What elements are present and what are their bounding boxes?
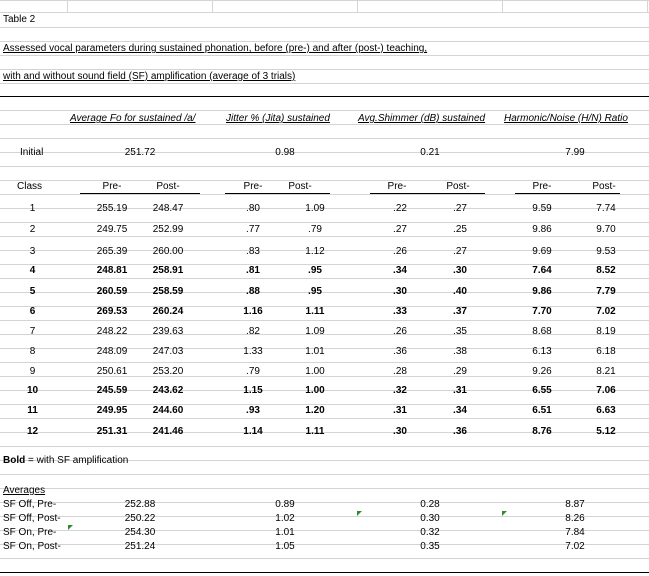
cell-fo-pre: 248.81	[96, 265, 128, 276]
subheader-underline	[225, 193, 330, 194]
cell-fo-post: 244.60	[152, 405, 184, 416]
cell-fo-pre: 249.75	[96, 224, 128, 235]
row-class-number: 10	[26, 385, 39, 396]
gridline-row	[0, 194, 649, 195]
cell-h-pre: 9.69	[532, 246, 552, 257]
gridline-column	[67, 0, 68, 12]
cell-j-pre: 1.14	[243, 426, 263, 437]
gridline-row	[0, 558, 649, 559]
gridline-row	[0, 69, 649, 70]
initial-label: Initial	[20, 147, 44, 158]
cell-h-post: 8.19	[596, 326, 616, 337]
cell-j-pre: .82	[246, 326, 260, 337]
initial-fo: 251.72	[124, 147, 156, 158]
header-shimmer: Avg.Shimmer (dB) sustained	[358, 113, 486, 124]
cell-fo-post: 241.46	[152, 426, 184, 437]
average-shimmer: 0.35	[420, 541, 440, 552]
row-class-number: 11	[27, 405, 38, 416]
cell-s-post: .27	[453, 246, 467, 257]
bold-note-keyword: Bold	[3, 455, 26, 466]
gridline-row	[0, 488, 649, 489]
initial-shimmer: 0.21	[420, 147, 440, 158]
cell-h-pre: 6.55	[532, 385, 552, 396]
subheader-jitter-post: Post-	[288, 181, 312, 192]
subheader-shimmer-pre: Pre-	[387, 181, 407, 192]
subheader-jitter-pre: Pre-	[243, 181, 263, 192]
header-average-fo: Average Fo for sustained /a/	[70, 113, 196, 124]
gridline-row	[0, 0, 649, 1]
average-fo: 252.88	[124, 499, 156, 510]
cell-s-post: .27	[453, 203, 467, 214]
cell-s-pre: .34	[393, 265, 407, 276]
caption-line-1: Assessed vocal parameters during sustained phonation, before (pre-) and after (post-) teaching,	[3, 43, 428, 54]
cell-h-pre: 7.70	[532, 306, 552, 317]
cell-j-pre: .79	[246, 366, 260, 377]
cell-h-pre: 8.68	[532, 326, 552, 337]
subheader-hn-pre: Pre-	[532, 181, 552, 192]
average-jitter: 1.05	[275, 541, 295, 552]
initial-jitter: 0.98	[275, 147, 295, 158]
average-jitter: 1.01	[275, 527, 295, 538]
cell-j-pre: 1.15	[243, 385, 263, 396]
cell-h-post: 7.06	[596, 385, 616, 396]
header-hn-ratio: Harmonic/Noise (H/N) Ratio	[504, 113, 628, 124]
cell-s-post: .30	[453, 265, 467, 276]
gridline-row	[0, 12, 649, 13]
comment-marker-icon[interactable]	[502, 511, 507, 516]
cell-fo-post: 260.00	[152, 246, 184, 257]
cell-h-post: 8.21	[596, 366, 616, 377]
row-class-number: 1	[29, 203, 36, 214]
cell-h-pre: 9.86	[532, 224, 552, 235]
caption-line-2: with and without sound field (SF) amplification (average of 3 trials)	[3, 71, 296, 82]
cell-s-pre: .36	[393, 346, 407, 357]
cell-j-post: 1.00	[305, 366, 325, 377]
cell-j-pre: .80	[246, 203, 260, 214]
average-jitter: 1.02	[275, 513, 295, 524]
gridline-row	[0, 474, 649, 475]
average-row-label: SF Off, Pre-	[3, 499, 57, 510]
gridline-column	[502, 0, 503, 12]
cell-h-pre: 7.64	[532, 265, 552, 276]
cell-fo-pre: 250.61	[96, 366, 128, 377]
cell-j-pre: .93	[246, 405, 260, 416]
cell-s-pre: .26	[393, 326, 407, 337]
cell-fo-pre: 248.09	[96, 346, 128, 357]
cell-fo-post: 239.63	[152, 326, 184, 337]
cell-j-pre: 1.33	[243, 346, 263, 357]
cell-h-pre: 9.26	[532, 366, 552, 377]
cell-j-post: 1.09	[305, 203, 325, 214]
cell-s-pre: .28	[393, 366, 407, 377]
cell-j-pre: .83	[246, 246, 260, 257]
subheader-hn-post: Post-	[592, 181, 616, 192]
cell-fo-post: 248.47	[152, 203, 184, 214]
average-hn: 7.02	[565, 541, 585, 552]
row-class-number: 12	[26, 426, 39, 437]
cell-h-post: 6.63	[596, 405, 616, 416]
cell-fo-post: 252.99	[152, 224, 184, 235]
cell-s-post: .31	[453, 385, 467, 396]
cell-h-post: 7.74	[596, 203, 616, 214]
cell-s-pre: .26	[393, 246, 407, 257]
gridline-row	[0, 110, 649, 111]
gridline-row	[0, 138, 649, 139]
gridline-row	[0, 166, 649, 167]
cell-s-pre: .30	[393, 426, 407, 437]
cell-h-pre: 6.51	[532, 405, 552, 416]
cell-j-pre: .81	[246, 265, 260, 276]
average-row-label: SF Off, Post-	[3, 513, 61, 524]
average-fo: 250.22	[124, 513, 156, 524]
gridline-column	[647, 0, 648, 12]
cell-h-pre: 8.76	[532, 426, 552, 437]
gridline-row	[0, 446, 649, 447]
cell-s-post: .29	[453, 366, 467, 377]
cell-s-pre: .27	[393, 224, 407, 235]
gridline-row	[0, 362, 649, 363]
average-shimmer: 0.32	[420, 527, 440, 538]
cell-s-pre: .30	[393, 286, 407, 297]
cell-fo-post: 258.59	[152, 286, 184, 297]
table-label: Table 2	[3, 14, 36, 25]
row-class-number: 2	[29, 224, 36, 235]
comment-marker-icon[interactable]	[68, 525, 73, 530]
cell-j-post: 1.09	[305, 326, 325, 337]
cell-h-post: 7.79	[596, 286, 616, 297]
cell-h-pre: 9.86	[532, 286, 552, 297]
gridline-row	[0, 96, 649, 97]
cell-s-post: .36	[453, 426, 467, 437]
cell-j-post: 1.12	[305, 246, 325, 257]
cell-fo-post: 243.62	[152, 385, 184, 396]
initial-hn: 7.99	[565, 147, 585, 158]
subheader-fo-post: Post-	[156, 181, 180, 192]
cell-s-post: .25	[453, 224, 467, 235]
averages-title: Averages	[3, 485, 46, 496]
row-class-number: 7	[29, 326, 36, 337]
cell-fo-pre: 269.53	[96, 306, 128, 317]
subheader-fo-pre: Pre-	[102, 181, 122, 192]
cell-s-pre: .22	[393, 203, 407, 214]
cell-j-post: 1.11	[305, 426, 325, 437]
gridline-row	[0, 83, 649, 84]
subheader-underline	[80, 193, 200, 194]
bold-note	[3, 455, 128, 467]
cell-s-pre: .33	[393, 306, 407, 317]
cell-s-post: .38	[453, 346, 467, 357]
average-row-label: SF On, Pre-	[3, 527, 57, 538]
cell-s-post: .37	[453, 306, 467, 317]
subheader-underline	[370, 193, 485, 194]
cell-j-post: 1.01	[305, 346, 325, 357]
cell-fo-post: 260.24	[152, 306, 184, 317]
cell-s-post: .40	[453, 286, 467, 297]
cell-j-pre: 1.16	[243, 306, 263, 317]
average-jitter: 0.89	[275, 499, 295, 510]
comment-marker-icon[interactable]	[357, 511, 362, 516]
cell-fo-post: 253.20	[152, 366, 184, 377]
gridline-row	[0, 418, 649, 419]
cell-j-post: .95	[308, 286, 322, 297]
cell-h-pre: 6.13	[532, 346, 552, 357]
bold-note-text: = with SF amplification	[25, 455, 129, 466]
average-hn: 8.26	[565, 513, 585, 524]
row-class-number: 6	[29, 306, 36, 317]
average-fo: 254.30	[124, 527, 156, 538]
row-class-number: 8	[29, 346, 36, 357]
gridline-row	[0, 278, 649, 279]
cell-j-post: .79	[308, 224, 322, 235]
cell-h-post: 9.70	[596, 224, 616, 235]
cell-h-post: 9.53	[596, 246, 616, 257]
cell-j-post: 1.20	[305, 405, 325, 416]
subheader-shimmer-post: Post-	[446, 181, 470, 192]
average-shimmer: 0.28	[420, 499, 440, 510]
class-header: Class	[17, 181, 43, 192]
average-row-label: SF On, Post-	[3, 541, 61, 552]
row-class-number: 4	[29, 265, 36, 276]
row-class-number: 3	[29, 246, 36, 257]
cell-fo-pre: 255.19	[96, 203, 128, 214]
gridline-column	[357, 0, 358, 12]
cell-fo-pre: 251.31	[96, 426, 128, 437]
cell-fo-pre: 245.59	[96, 385, 128, 396]
gridline-row	[0, 222, 649, 223]
cell-fo-post: 247.03	[152, 346, 184, 357]
average-fo: 251.24	[124, 541, 156, 552]
cell-s-pre: .31	[393, 405, 407, 416]
row-class-number: 9	[29, 366, 36, 377]
cell-j-post: 1.11	[305, 306, 325, 317]
cell-j-pre: .88	[246, 286, 260, 297]
gridline-row	[0, 55, 649, 56]
cell-s-post: .34	[453, 405, 467, 416]
cell-h-post: 8.52	[596, 265, 616, 276]
cell-j-pre: .77	[246, 224, 260, 235]
cell-h-pre: 9.59	[532, 203, 552, 214]
average-shimmer: 0.30	[420, 513, 440, 524]
average-hn: 7.84	[565, 527, 585, 538]
subheader-underline	[515, 193, 620, 194]
cell-s-post: .35	[453, 326, 467, 337]
cell-j-post: .95	[308, 265, 322, 276]
row-class-number: 5	[29, 286, 36, 297]
average-hn: 8.87	[565, 499, 585, 510]
gridline-row	[0, 236, 649, 237]
cell-fo-pre: 248.22	[96, 326, 128, 337]
header-jitter: Jitter % (Jita) sustained	[226, 113, 330, 124]
cell-s-pre: .32	[393, 385, 407, 396]
gridline-column	[212, 0, 213, 12]
cell-fo-pre: 260.59	[96, 286, 128, 297]
gridline-row	[0, 320, 649, 321]
cell-h-post: 7.02	[596, 306, 616, 317]
cell-j-post: 1.00	[305, 385, 325, 396]
gridline-row	[0, 572, 649, 573]
cell-fo-pre: 249.95	[96, 405, 128, 416]
gridline-row	[0, 27, 649, 28]
cell-h-post: 6.18	[596, 346, 616, 357]
cell-fo-pre: 265.39	[96, 246, 128, 257]
gridline-row	[0, 41, 649, 42]
cell-fo-post: 258.91	[152, 265, 184, 276]
cell-h-post: 5.12	[596, 426, 616, 437]
